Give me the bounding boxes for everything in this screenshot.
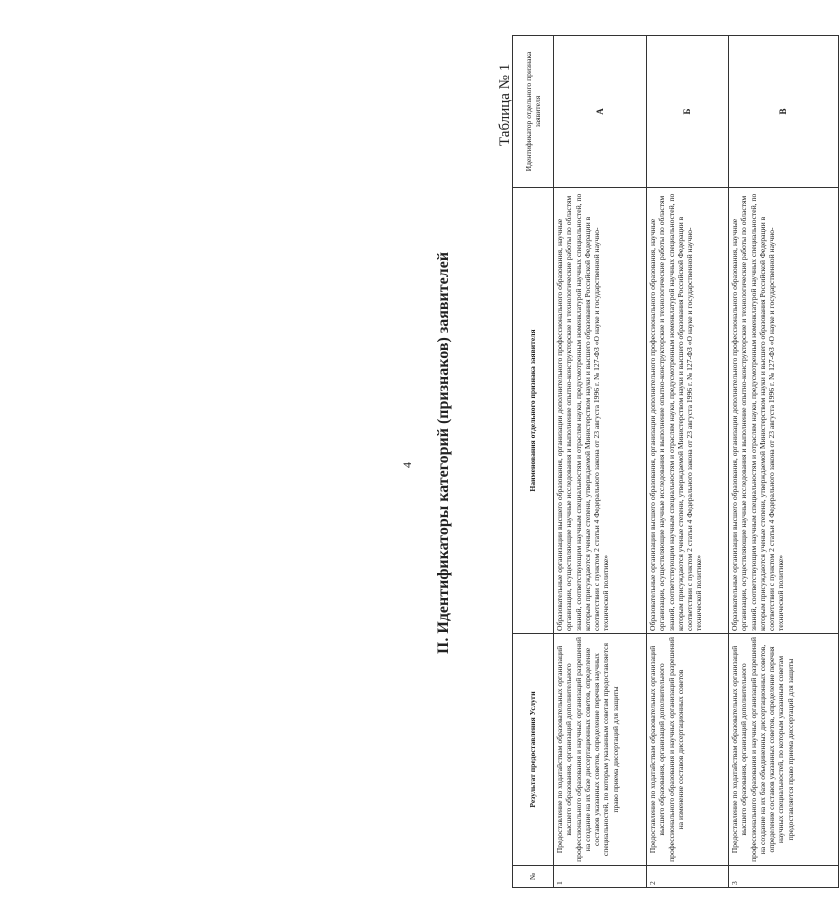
row-applicant-name: Образовательные организации высшего образования, организации дополнительного профессионального образования, научные организации, осуществляющие научные исследования и выполнение опытно-конструкторские и технологические работы по областям знаний, соответствующим научным специальностям и отраслям науки, предусмотренным номенклатурой научных специальностей, по которым присуждаются ученые степени, утверждаемой Министерством науки и высшего образования Российской Федерации в соответствии с пунктом 2 статьи 4 Федерального закона от 23 августа 1996 г. № 127-ФЗ «О науке и государственной научно-технической политике» xyxy=(554,188,647,634)
row-result: Предоставление по ходатайствам образовательных организаций высшего образования, организаций дополнительного профессионального образования и научных организаций разрешений на изменение составов диссертационных советов xyxy=(647,634,729,866)
section-title: II. Идентификаторы категорий (признаков) заявителей xyxy=(435,251,452,655)
header-result: Результат предоставления Услуги xyxy=(513,634,554,866)
row-number: 2 xyxy=(647,866,729,888)
row-number: 3 xyxy=(729,866,839,888)
table-row xyxy=(554,36,647,888)
row-result: Предоставление по ходатайствам образовательных организаций высшего образования, организаций дополнительного профессионального образования и научных организаций разрешений на создание на их базе диссертационных советов, определение составов указанных советов, определение перечня научных специальностей, по которым указанным советам предоставляется право приема диссертаций для защиты xyxy=(554,634,647,866)
table-row xyxy=(647,36,729,888)
row-applicant-name: Образовательные организации высшего образования, организации дополнительного профессионального образования, научные организации, осуществляющие научные исследования и выполнение опытно-конструкторские и технологические работы по областям знаний, соответствующим научным специальностям и отраслям науки, предусмотренным номенклатурой научных специальностей, по которым присуждаются ученые степени, утверждаемой Министерством науки и высшего образования Российской Федерации в соответствии с пунктом 2 статьи 4 Федерального закона от 23 августа 1996 г. № 127-ФЗ «О науке и государственной научно-технической политике» xyxy=(729,188,839,634)
header-code: Идентификатор отдельного признака заявителя xyxy=(513,36,554,188)
page-number: 4 xyxy=(400,462,414,468)
row-number: 1 xyxy=(554,866,647,888)
applicant-identifiers-table xyxy=(512,35,839,888)
row-identifier: Б xyxy=(647,36,729,188)
row-result: Предоставление по ходатайствам образовательных организаций высшего образования, организаций дополнительного профессионального образования и научных организаций разрешений на создание на их базе объединенных диссертационных советов, определение составов указанных советов, определение перечня научных специальностей, по которым указанным советам предоставляется право приема диссертаций для защиты xyxy=(729,634,839,866)
table-header-row xyxy=(513,36,554,888)
header-num: № xyxy=(513,866,554,888)
row-identifier: А xyxy=(554,36,647,188)
table-row xyxy=(729,36,839,888)
header-name: Наименования отдельного признака заявителя xyxy=(513,188,554,634)
row-applicant-name: Образовательные организации высшего образования, организации дополнительного профессионального образования, научные организации, осуществляющие научные исследования и выполнение опытно-конструкторские и технологические работы по областям знаний, соответствующим научным специальностям и отраслям науки, предусмотренным номенклатурой научных специальностей, по которым присуждаются ученые степени, утверждаемой Министерством науки и высшего образования Российской Федерации в соответствии с пунктом 2 статьи 4 Федерального закона от 23 августа 1996 г. № 127-ФЗ «О науке и государственной научно-технической политике» xyxy=(647,188,729,634)
table-caption: Таблица № 1 xyxy=(497,63,513,146)
row-identifier: В xyxy=(729,36,839,188)
